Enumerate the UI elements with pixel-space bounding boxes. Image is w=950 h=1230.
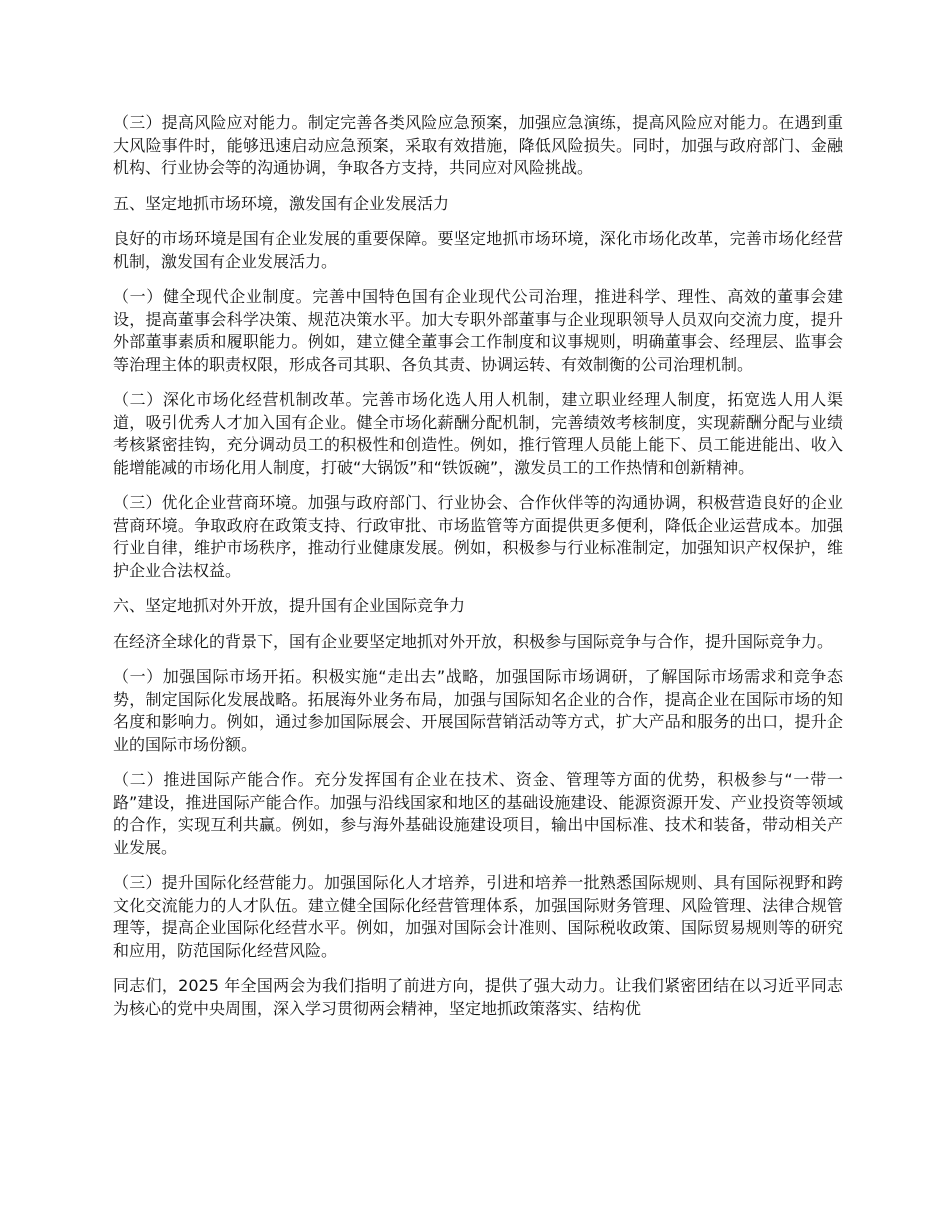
paragraph-risk-response: （三）提高风险应对能力。制定完善各类风险应急预案，加强应急演练，提高风险应对能力。在遇到重大风险事件时，能够迅速启动应急预案，采取有效措施，降低风险损失。同时，加强与政府部门、金融机构、行业协会等的沟通协调，争取各方支持，共同应对风险挑战。 [113,113,843,177]
paragraph-international-market: （一）加强国际市场开拓。积极实施“走出去”战略，加强国际市场调研，了解国际市场需求和竞争态势，制定国际化发展战略。拓展海外业务布局，加强与国际知名企业的合作，提高企业在国际市场的知名度和影响力。例如，通过参加国际展会、开展国际营销活动等方式，扩大产品和服务的出口，提升企业的国际市场份额。 [113,667,843,754]
paragraph-closing: 同志们，2025 年全国两会为我们指明了前进方向，提供了强大动力。让我们紧密团结在以习近平同志为核心的党中央周围，深入学习贯彻两会精神，坚定地抓政策落实、结构优 [113,976,843,1018]
paragraph-market-mechanism-reform: （二）深化市场化经营机制改革。完善市场化选人用人机制，建立职业经理人制度，拓宽选人用人渠道，吸引优秀人才加入国有企业。健全市场化薪酬分配机制，完善绩效考核制度，实现薪酬分配与业绩考核紧密挂钩，充分调动员工的积极性和创造性。例如，推行管理人员能上能下、员工能进能出、收入能增能减的市场化用人制度，打破“大锅饭”和“铁饭碗”，激发员工的工作热情和创新精神。 [113,390,843,477]
section-heading-opening-up: 六、坚定地抓对外开放，提升国有企业国际竞争力 [113,596,466,615]
paragraph-modern-enterprise-system: （一）健全现代企业制度。完善中国特色国有企业现代公司治理，推进科学、理性、高效的董事会建设，提高董事会科学决策、规范决策水平。加大专职外部董事与企业现职领导人员双向交流力度，提升外部董事素质和履职能力。例如，建立健全董事会工作制度和议事规则，明确董事会、经理层、监事会等治理主体的职责权限，形成各司其职、各负其责、协调运转、有效制衡的公司治理机制。 [113,287,843,374]
paragraph-international-operation: （三）提升国际化经营能力。加强国际化人才培养，引进和培养一批熟悉国际规则、具有国际视野和跨文化交流能力的人才队伍。建立健全国际化经营管理体系，加强国际财务管理、风险管理、法律合规管理等，提高企业国际化经营水平。例如，加强对国际会计准则、国际税收政策、国际贸易规则等的研究和应用，防范国际化经营风险。 [113,873,843,960]
section-heading-market-environment: 五、坚定地抓市场环境，激发国有企业发展活力 [113,193,450,213]
paragraph-capacity-cooperation: （二）推进国际产能合作。充分发挥国有企业在技术、资金、管理等方面的优势，积极参与“一带一路”建设，推进国际产能合作。加强与沿线国家和地区的基础设施建设、能源资源开发、产业投资等领域的合作，实现互利共赢。例如，参与海外基础设施建设项目，输出中国标准、技术和装备，带动相关产业发展。 [113,770,843,857]
paragraph-opening-intro: 在经济全球化的背景下，国有企业要坚定地抓对外开放，积极参与国际竞争与合作，提升国际竞争力。 [113,631,834,651]
paragraph-business-environment: （三）优化企业营商环境。加强与政府部门、行业协会、合作伙伴等的沟通协调，积极营造良好的企业营商环境。争取政府在政策支持、行政审批、市场监管等方面提供更多便利，降低企业运营成本。加强行业自律，维护市场秩序，推动行业健康发展。例如，积极参与行业标准制定，加强知识产权保护，维护企业合法权益。 [113,493,843,580]
document-body [113,112,843,1033]
paragraph-market-intro: 良好的市场环境是国有企业发展的重要保障。要坚定地抓市场环境，深化市场化改革，完善市场化经营机制，激发国有企业发展活力。 [113,229,843,271]
